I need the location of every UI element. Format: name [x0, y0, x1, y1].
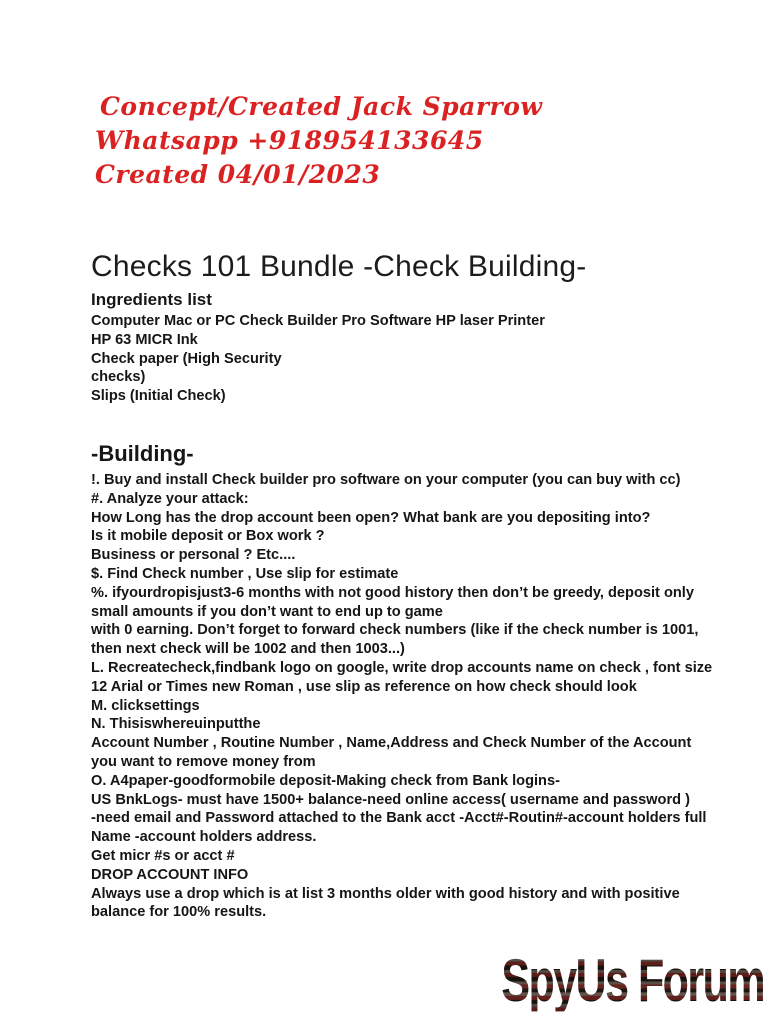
author-note-line: Concept/Created Jack Sparrow [100, 92, 543, 121]
building-line: #. Analyze your attack: [91, 490, 249, 507]
building-line: then next check will be 1002 and then 1003...) [91, 641, 405, 658]
author-note-line: Whatsapp +918954133645 [95, 126, 484, 155]
building-line: small amounts if you don’t want to end up to game [91, 603, 443, 620]
author-note-line: Created 04/01/2023 [95, 160, 381, 189]
building-line: How Long has the drop account been open? What bank are you depositing into? [91, 509, 651, 526]
building-line: Name -account holders address. [91, 829, 317, 846]
building-line: with 0 earning. Don’t forget to forward check numbers (like if the check number is 1001, [91, 622, 699, 639]
building-line: N. Thisiswhereuinputthe [91, 716, 261, 733]
building-line: O. A4paper-goodformobile deposit-Making check from Bank logins- [91, 772, 560, 789]
building-line: Account Number , Routine Number , Name,Address and Check Number of the Account [91, 735, 692, 752]
building-instructions [91, 471, 712, 922]
building-line: Is it mobile deposit or Box work ? [91, 528, 325, 545]
ingredients-line: Slips (Initial Check) [91, 388, 226, 405]
building-line: L. Recreatecheck,findbank logo on google, write drop accounts name on check , font size [91, 659, 713, 676]
ingredients-heading: Ingredients list [91, 290, 212, 309]
author-note [95, 90, 542, 192]
building-line: Get micr #s or acct # [91, 847, 235, 864]
building-line: 12 Arial or Times new Roman , use slip as reference on how check should look [91, 678, 637, 695]
building-line: !. Buy and install Check builder pro software on your computer (you can buy with cc) [91, 472, 681, 488]
ingredients-line: Computer Mac or PC Check Builder Pro Software HP laser Printer [91, 313, 545, 329]
ingredients-line: checks) [91, 369, 146, 386]
building-line: Always use a drop which is at list 3 months older with good history and with positive [91, 885, 680, 902]
ingredients-line: HP 63 MICR Ink [91, 331, 198, 348]
ingredients-line: Check paper (High Security [91, 350, 282, 367]
building-line: DROP ACCOUNT INFO [91, 866, 249, 883]
ingredients-list [91, 312, 545, 406]
building-line: Business or personal ? Etc.... [91, 547, 296, 564]
building-heading: -Building- [91, 441, 194, 466]
spyus-forum-watermark: SpyUs Forum [501, 946, 764, 1015]
building-line: M. clicksettings [91, 697, 200, 714]
building-line: you want to remove money from [91, 753, 316, 770]
building-line: -need email and Password attached to the Bank acct -Acct#-Routin#-account holders full [91, 810, 707, 827]
building-line: $. Find Check number , Use slip for estimate [91, 565, 399, 582]
building-line: US BnkLogs- must have 1500+ balance-need online access( username and password ) [91, 791, 690, 808]
page-title: Checks 101 Bundle -Check Building- [91, 250, 587, 283]
building-line: balance for 100% results. [91, 904, 267, 921]
building-line: %. ifyourdropisjust3-6 months with not good history then don’t be greedy, deposit only [91, 584, 694, 601]
